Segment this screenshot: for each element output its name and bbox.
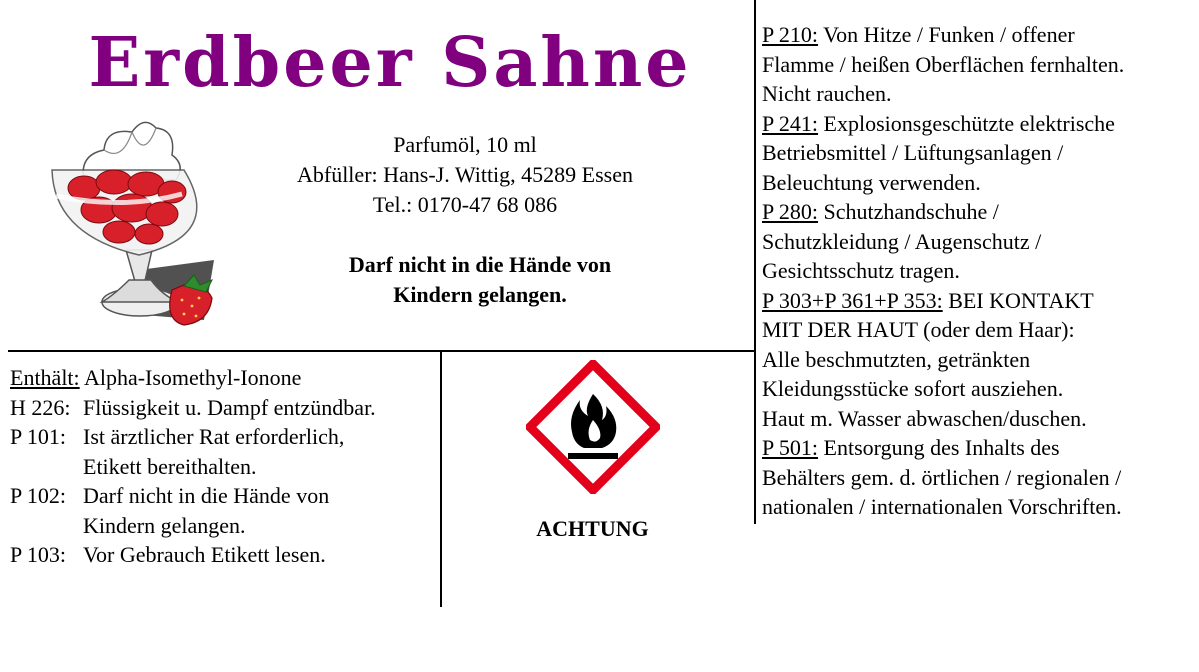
h226-text: Flüssigkeit u. Dampf entzündbar. [83, 394, 376, 420]
precautionary-statements [762, 20, 1199, 522]
p101-text: Ist ärztlicher Rat erforderlich, [83, 424, 345, 449]
p303-line1 [762, 286, 1199, 316]
p102-code: P 102: [10, 483, 67, 508]
p303-line5: Haut m. Wasser abwaschen/duschen. [762, 405, 1087, 431]
p241-text: Explosionsgeschützte elektrische [818, 110, 1115, 136]
filler-phone: Tel.: 0170-47 68 086 [372, 192, 558, 217]
children-warning-line2: Kindern gelangen. [393, 282, 567, 307]
p241-line2: Betriebsmittel / Lüftungsanlagen / [762, 140, 1064, 165]
p103-text: Vor Gebrauch Etikett lesen. [83, 542, 326, 567]
vertical-divider-right [754, 0, 756, 524]
contains-row [10, 363, 440, 393]
p303-line3: Alle beschmutzten, getränkten [762, 346, 1031, 372]
p280-text: Schutzhandschuhe / [818, 199, 999, 224]
p102-row [10, 481, 440, 511]
p102-text: Darf nicht in die Hände von [83, 483, 330, 508]
p501-line1 [762, 433, 1199, 463]
p241-line1 [762, 109, 1199, 139]
product-title: Erdbeer Sahne [88, 23, 692, 103]
children-warning-line1: Darf nicht in die Hände von [348, 252, 612, 277]
contains-value: Alpha-Isomethyl-Ionone [79, 365, 302, 390]
h226-row [10, 393, 440, 423]
flame-icon [526, 360, 660, 494]
p280-code: P 280: [762, 199, 819, 224]
p501-code: P 501: [762, 435, 819, 460]
p102-text-cont: Kindern gelangen. [83, 512, 246, 538]
p303-line4: Kleidungsstücke sofort ausziehen. [762, 376, 1064, 401]
h226-code: H 226: [10, 394, 71, 420]
strawberry-sundae-icon [44, 110, 234, 335]
p280-line3: Gesichtsschutz tragen. [762, 258, 960, 283]
p103-row [10, 540, 440, 570]
p280-line2: Schutzkleidung / Augenschutz / [762, 228, 1042, 254]
product-volume: Parfumöl, 10 ml [393, 132, 537, 157]
hazard-statements [10, 363, 440, 570]
vertical-divider-left [440, 351, 442, 607]
p303-code: P 303+P 361+P 353: [762, 287, 943, 313]
p501-text: Entsorgung des Inhalts des [818, 435, 1060, 460]
p101-text-cont: Etikett bereithalten. [83, 453, 257, 479]
p103-code: P 103: [10, 542, 67, 567]
p501-line3: nationalen / internationalen Vorschriften. [762, 494, 1122, 519]
p210-line2: Flamme / heißen Oberflächen fernhalten. [762, 51, 1125, 77]
p210-code: P 210: [762, 22, 819, 47]
p241-line3: Beleuchtung verwenden. [762, 169, 981, 195]
p280-line1 [762, 197, 1199, 227]
contains-label: Enthält: [10, 365, 80, 390]
p101-code: P 101: [10, 424, 67, 449]
p210-line3: Nicht rauchen. [762, 81, 892, 106]
signal-word: ACHTUNG [536, 516, 649, 541]
p501-line2: Behälters gem. d. örtlichen / regionalen / [762, 464, 1122, 490]
p303-text: BEI KONTAKT [942, 287, 1094, 313]
p101-row [10, 422, 440, 452]
p210-text: Von Hitze / Funken / offener [818, 22, 1075, 47]
product-info [250, 130, 680, 220]
horizontal-divider [8, 350, 756, 352]
children-warning [290, 250, 670, 310]
filler-address: Abfüller: Hans-J. Wittig, 45289 Essen [296, 162, 633, 187]
p303-line2: MIT DER HAUT (oder dem Haar): [762, 317, 1075, 342]
p241-code: P 241: [762, 110, 819, 136]
p210-line1 [762, 20, 1199, 50]
